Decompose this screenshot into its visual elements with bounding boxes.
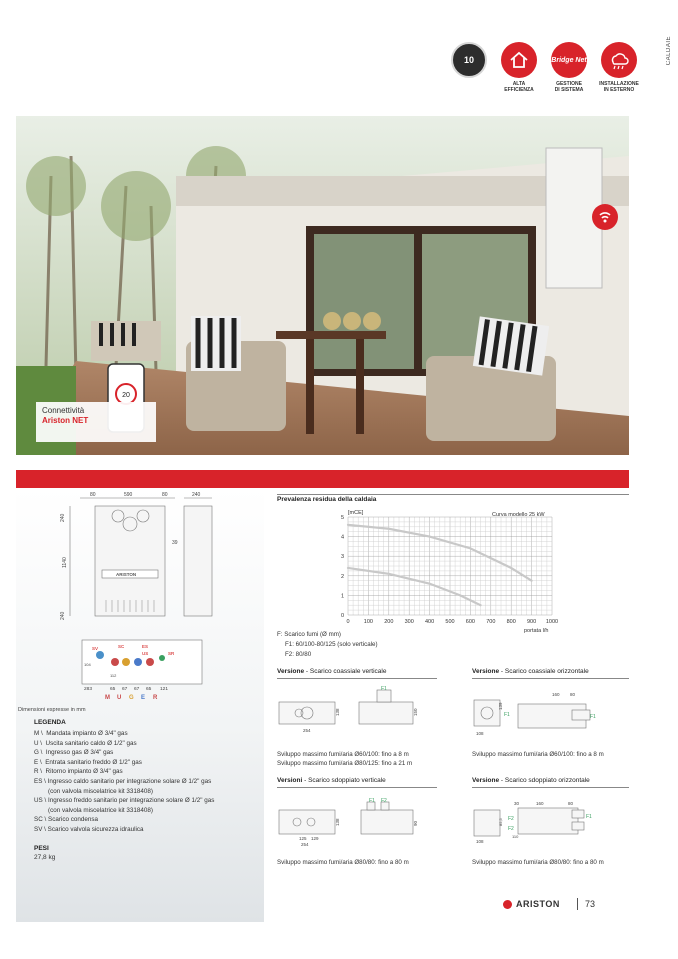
divider: [277, 678, 437, 679]
svg-text:F1: F1: [381, 686, 387, 692]
dim-label: 67: [134, 687, 140, 692]
warranty-badge: [448, 42, 490, 93]
ariston-logo-icon: [503, 900, 512, 909]
feature-badges: [448, 42, 640, 93]
port-tag: SR: [168, 651, 175, 656]
divider: [277, 787, 437, 788]
divider: [472, 787, 629, 788]
version-note: Sviluppo massimo fumi/aria Ø60/100: fino a 8 m: [472, 751, 604, 758]
port-letter: G: [129, 695, 134, 701]
dim-label: 65: [146, 687, 152, 692]
port-tag: ES: [142, 644, 149, 649]
y-tick-label: 0: [340, 613, 344, 619]
version-title: Versione - Scarico sdoppiato orizzontale: [472, 777, 590, 784]
svg-text:254: 254: [301, 842, 309, 846]
legend-item: (con valvola miscelatrice kit 3318408): [34, 787, 153, 795]
head-flow-chart: [270, 505, 590, 637]
twin-horizontal-diagram: [472, 796, 628, 846]
weight-value: 27,8 kg: [34, 854, 56, 861]
chart-title: Prevalenza residua della caldaia: [277, 496, 377, 503]
svg-text:30: 30: [514, 801, 520, 806]
dim-label: 67: [122, 687, 128, 692]
version-note: Sviluppo massimo fumi/aria Ø60/100: fino a 8 m: [277, 751, 409, 758]
svg-text:138: 138: [335, 708, 340, 716]
legend-title: LEGENDA: [34, 719, 66, 726]
svg-text:F1: F1: [590, 714, 596, 720]
port-tag: SC: [118, 644, 125, 649]
svg-text:160: 160: [552, 692, 560, 697]
svg-text:F1: F1: [504, 712, 510, 718]
y-tick-label: 2: [340, 573, 344, 580]
dim-label: 240: [60, 611, 66, 620]
svg-text:150: 150: [413, 708, 418, 716]
chart-annotation: Curva modello 25 kW: [492, 512, 545, 518]
svg-text:139: 139: [498, 702, 503, 710]
boiler-brand-label: ARISTON: [116, 572, 137, 577]
x-tick-label: 1000: [545, 619, 559, 625]
x-tick-label: 400: [425, 619, 435, 625]
svg-text:129: 129: [311, 836, 319, 841]
port-tag: 104: [84, 662, 91, 667]
legend-item: U \ Uscita sanitario caldo Ø 1/2" gas: [34, 739, 137, 747]
legend-item: M \ Mandata impianto Ø 3/4" gas: [34, 730, 128, 737]
flue-note: F2: 80/80: [285, 651, 312, 658]
legend-item: R \ Ritorno impianto Ø 3/4" gas: [34, 768, 123, 776]
flue-note: F: Scarico fumi (Ø mm): [277, 631, 341, 638]
weight-title: PESI: [34, 845, 49, 852]
badge-label: INSTALLAZIONE IN ESTERNO: [599, 81, 639, 93]
svg-text:F1: F1: [369, 798, 375, 804]
dimensions-note: Dimensioni espresse in mm: [18, 707, 86, 713]
coaxial-vertical-diagram: [277, 684, 447, 736]
dim-label: 240: [60, 513, 66, 522]
section-tab: CALDAIE: [666, 36, 672, 66]
y-axis-label: [mCE]: [348, 510, 364, 516]
house-icon: [501, 42, 537, 78]
divider: [277, 494, 629, 495]
svg-text:108: 108: [476, 731, 484, 736]
x-tick-label: 800: [506, 619, 516, 625]
legend-item: (con valvola miscelatrice kit 3318408): [34, 806, 153, 814]
badge-label: ALTA EFFICIENZA: [504, 81, 534, 93]
port-letter: M: [105, 695, 110, 701]
flue-note: F1: 60/100-80/125 (solo verticale): [285, 641, 378, 648]
svg-text:138: 138: [335, 818, 340, 826]
dim-label: 240: [192, 492, 201, 498]
port-tag: US: [142, 651, 149, 656]
svg-text:125: 125: [299, 836, 307, 841]
coaxial-horizontal-diagram: [472, 688, 628, 738]
footer-brand: ARISTON: [503, 899, 560, 909]
x-tick-label: 300: [404, 619, 414, 625]
legend-item: SV \ Scarico valvola sicurezza idraulica: [34, 825, 144, 833]
dim-label: 80: [162, 492, 168, 498]
x-tick-label: 700: [486, 619, 496, 625]
page-number: 73: [585, 899, 596, 909]
legend-item: US \ Ingresso freddo sanitario per integrazione solare Ø 1/2" gas: [34, 797, 215, 805]
wifi-icon: [592, 204, 618, 230]
x-tick-label: 600: [465, 619, 475, 625]
outdoor-badge: [598, 42, 640, 93]
svg-text:F2: F2: [508, 826, 514, 832]
x-tick-label: 500: [445, 619, 455, 625]
port-tag: 112: [110, 673, 117, 678]
dim-label: 121: [160, 687, 169, 692]
dim-label: 590: [124, 492, 133, 498]
x-axis-label: portata l/h: [524, 628, 549, 634]
svg-text:80: 80: [568, 801, 574, 806]
version-title: Versione - Scarico coassiale orizzontale: [472, 668, 589, 675]
dim-label: 39: [172, 540, 178, 546]
x-tick-label: 0: [346, 619, 350, 625]
hero-photo: [16, 116, 629, 455]
port-letter: R: [153, 695, 158, 701]
weather-icon: [601, 42, 637, 78]
port-tag: SV: [92, 646, 99, 651]
svg-text:254: 254: [303, 728, 311, 733]
version-title: Versioni - Scarico sdoppiato verticale: [277, 777, 386, 784]
y-tick-label: 4: [340, 534, 344, 541]
legend-item: SC \ Scarico condensa: [34, 816, 99, 824]
badge-label: GESTIONE DI SISTEMA: [554, 81, 584, 93]
y-tick-label: 5: [340, 515, 344, 521]
port-letter: E: [141, 695, 146, 701]
svg-text:110: 110: [512, 834, 519, 839]
high-efficiency-badge: [498, 42, 540, 93]
version-note: Sviluppo massimo fumi/aria Ø80/80: fino a 80 m: [472, 859, 604, 866]
svg-text:F2: F2: [508, 816, 514, 822]
legend-list: [34, 729, 262, 835]
legend-item: ES \ Ingresso caldo sanitario per integrazione solare Ø 1/2" gas: [34, 777, 212, 785]
bridgenet-badge: [548, 42, 590, 93]
twin-vertical-diagram: [277, 796, 447, 846]
version-note: Sviluppo massimo fumi/aria Ø80/125: fino a 21 m: [277, 760, 413, 767]
dim-label: 65: [110, 687, 116, 692]
svg-text:80: 80: [570, 692, 576, 697]
x-tick-label: 100: [363, 619, 373, 625]
x-tick-label: 200: [384, 619, 394, 625]
svg-text:160: 160: [536, 801, 544, 806]
svg-text:F1: F1: [586, 814, 592, 820]
dim-label: 283: [84, 687, 93, 692]
svg-text:90: 90: [413, 820, 418, 826]
warranty-10-icon: 10: [451, 42, 487, 78]
boiler-technical-drawing: [60, 492, 230, 702]
dim-label: 1140: [62, 557, 68, 568]
svg-text:F2: F2: [381, 798, 387, 804]
y-tick-label: 3: [340, 554, 344, 561]
legend-item: E \ Entrata sanitario freddo Ø 1/2" gas: [34, 758, 142, 766]
connectivity-caption: Connettività Ariston NET: [36, 402, 156, 442]
svg-text:108: 108: [476, 839, 484, 844]
port-letter: U: [117, 695, 122, 701]
y-tick-label: 1: [340, 593, 344, 600]
section-bar: [16, 470, 629, 488]
phone-value: 20: [122, 392, 130, 399]
chart-grid: [348, 517, 552, 615]
dim-label: 80: [90, 492, 96, 498]
version-note: Sviluppo massimo fumi/aria Ø80/80: fino a 80 m: [277, 859, 409, 866]
legend-item: G \ Ingresso gas Ø 3/4" gas: [34, 749, 114, 757]
bridgenet-logo-icon: Bridge Net: [551, 42, 587, 78]
x-tick-label: 900: [527, 619, 537, 625]
footer-separator: [577, 898, 578, 910]
divider: [472, 678, 629, 679]
svg-text:85,5: 85,5: [498, 818, 503, 826]
version-title: Versione - Scarico coassiale verticale: [277, 668, 387, 675]
